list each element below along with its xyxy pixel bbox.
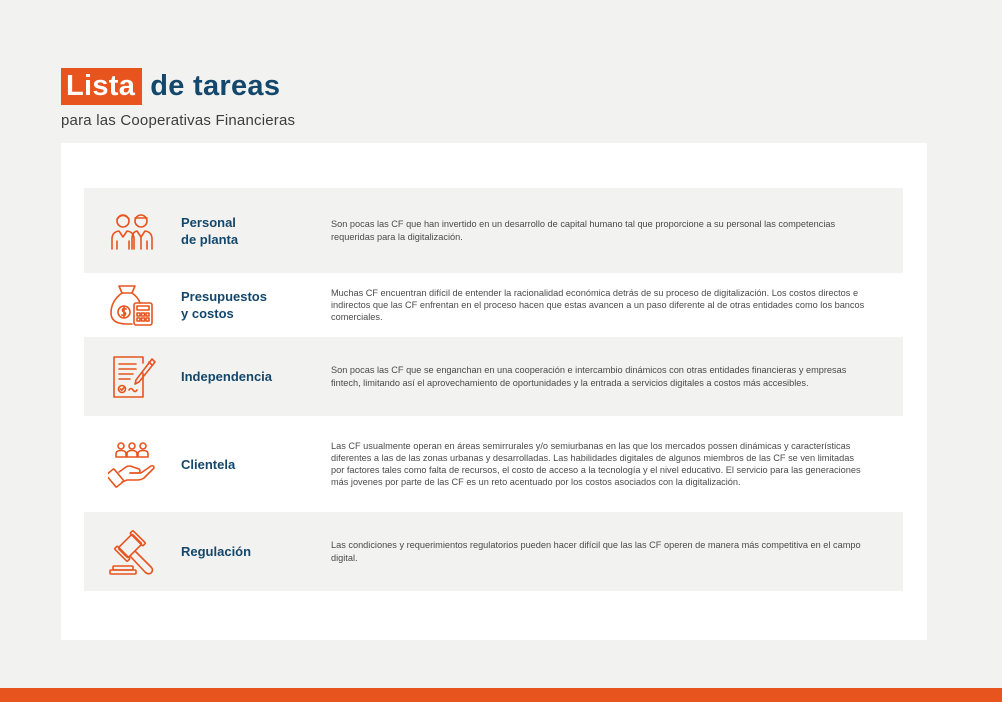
money-bag-calculator-icon xyxy=(107,280,157,330)
task-label-clientela: Clientela xyxy=(181,456,236,472)
people-icon xyxy=(107,206,157,256)
task-description-independencia: Son pocas las CF que se enganchan en una cooperación e intercambio dinámicos con otras entidades financieras y empresas fintech, limitando así el aprovechamiento de oportunidades y la entrada a servicios digitales a costos más accesibles. xyxy=(331,365,847,388)
task-description-presupuestos: Muchas CF encuentran difícil de entender la racionalidad económica detrás de su proceso de digitalización. Los costos directos e indirectos que las CF enfrentan en el proceso hacen que estas avancen a un paso diferente al de otras entidades como los bancos comerciales. xyxy=(331,287,865,323)
task-label-personal: Personal de planta xyxy=(181,214,239,247)
task-label-independencia: Independencia xyxy=(181,369,273,384)
footer-accent-bar xyxy=(0,688,1002,702)
task-description-regulacion: Las condiciones y requerimientos regulatorios pueden hacer difícil que las las CF operen de manera más competitiva en el campo digital. xyxy=(331,540,861,563)
task-label-regulacion: Regulación xyxy=(181,544,252,559)
gavel-icon xyxy=(107,527,157,577)
task-row-independencia xyxy=(84,337,903,416)
hand-people-icon xyxy=(107,439,157,489)
task-label-presupuestos: Presupuestos y costos xyxy=(181,289,267,321)
task-row-clientela xyxy=(84,416,903,512)
task-row-presupuestos xyxy=(84,273,903,337)
title-highlight: Lista xyxy=(61,68,142,105)
page-title xyxy=(61,68,280,105)
task-row-regulacion xyxy=(84,512,903,591)
page-subtitle: para las Cooperativas Financieras xyxy=(61,112,296,129)
task-description-clientela: Las CF usualmente operan en áreas semirrurales y/o semiurbanas en las que los mercados possen dinámicas y características diferentes a las de las zonas urbanas y desarrolladas. Las habilidades digitales de algunos miembros de las CF se ven limitadas por factores tales como falta de recursos, el costo de acceso a la tecnología y el nivel educativo. El servicio para las generaciones más jovenes por parte de las CF es un reto acentuado por los costos asociados con la digitalización. xyxy=(331,440,861,488)
task-description-personal: Son pocas las CF que han invertido en un desarrollo de capital humano tal que proporcione a su personal las competencias requeridas para la digitalización. xyxy=(331,219,836,242)
task-row-personal xyxy=(84,188,903,273)
contract-pen-icon xyxy=(107,352,157,402)
title-text: de tareas xyxy=(150,70,281,102)
task-list-card xyxy=(61,143,927,640)
